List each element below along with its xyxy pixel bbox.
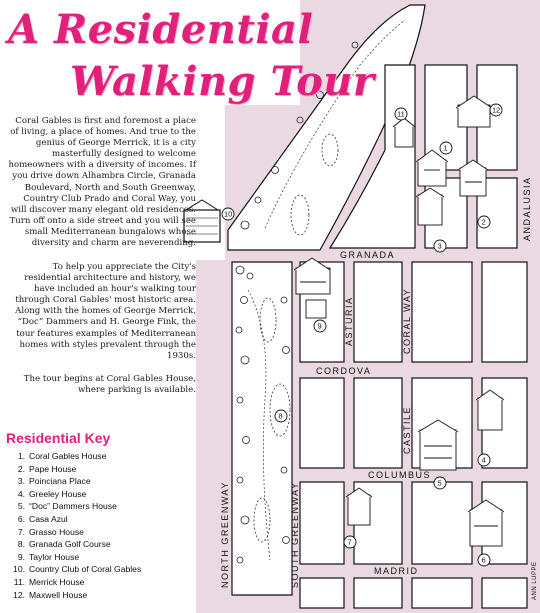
house-9b (306, 300, 326, 318)
street-asturia: ASTURIA (344, 296, 354, 346)
intro-paragraph-2: To help you appreciate the City's residential architecture and history, we have included an hour's walking tour through Coral Gables' most historic area. Along with the homes of George Merrick, “Doc” Dammers and H. George Fink, the tour features examples of Mediterranean homes with styles prevalent through the 1930s. (15, 262, 196, 361)
svg-text:8: 8 (278, 411, 283, 421)
key-item: 3. Poinciana Place (17, 476, 91, 487)
marker-12 (490, 104, 502, 116)
key-item: 12. Maxwell House (13, 589, 88, 600)
street-castile: CASTILE (402, 405, 412, 454)
street-coral-way: CORAL WAY (402, 287, 412, 354)
key-item: 4. Greeley House (17, 488, 87, 499)
residential-key-title: Residential Key (6, 430, 111, 446)
svg-text:5: 5 (437, 478, 442, 488)
marker-2 (478, 216, 490, 228)
svg-text:4: 4 (481, 455, 486, 465)
svg-text:11: 11 (397, 109, 405, 119)
svg-text:6: 6 (481, 555, 486, 565)
marker-8 (275, 410, 287, 422)
key-item: 8. Granada Golf Course (17, 539, 111, 550)
svg-text:12: 12 (492, 105, 501, 115)
street-columbus: COLUMBUS (368, 470, 432, 480)
marker-10 (222, 208, 234, 220)
marker-7 (344, 536, 356, 548)
key-item: 10. Country Club of Coral Gables (13, 564, 142, 575)
key-item: 11. Merrick House (13, 576, 85, 587)
street-granada: GRANADA (340, 250, 396, 260)
key-item: 5. “Doc” Dammers House (17, 501, 117, 512)
key-item: 6. Casa Azul (17, 513, 68, 524)
svg-text:2: 2 (481, 217, 486, 227)
intro-paragraph-3: The tour begins at Coral Gables House, where parking is available. (23, 374, 196, 396)
street-madrid: MADRID (374, 566, 419, 576)
residential-key-list (6, 450, 141, 601)
intro-paragraph-1: Coral Gables is first and foremost a place of living, a place of homes. And true to the genius of George Merrick, it is a city masterfully designed to welcome homeowners with a diversity of incomes. If you drive down Alhambra Circle, Granada Boulevard, North and South Greenway, Country Club Prado and Coral Way, you will discover many elegant old residences. Turn off onto a side street and you will see small Mediterranean bungalows whose diversity and charm are neverending. (8, 116, 196, 249)
svg-text:7: 7 (347, 537, 352, 547)
svg-text:1: 1 (443, 143, 448, 153)
street-andalusia: ANDALUSIA (522, 176, 532, 241)
artist-signature: ANN LUPPE (532, 561, 538, 600)
key-item: 1. Coral Gables House (17, 451, 107, 461)
marker-11 (395, 108, 407, 120)
marker-1 (440, 142, 452, 154)
svg-text:10: 10 (224, 209, 233, 219)
marker-6 (478, 554, 490, 566)
svg-text:9: 9 (317, 321, 322, 331)
key-item: 7. Grasso House (17, 526, 84, 537)
page-title-line-2: Walking Tour (70, 58, 375, 105)
street-cordova: CORDOVA (316, 366, 372, 376)
marker-9 (314, 320, 326, 332)
page-title-line-1: A Residential (8, 6, 314, 53)
marker-4 (478, 454, 490, 466)
svg-text:3: 3 (437, 241, 442, 251)
golf-course-south (232, 262, 292, 595)
marker-5 (434, 477, 446, 489)
street-south-greenway: SOUTH GREENWAY (290, 481, 300, 588)
key-item: 2. Pape House (17, 463, 77, 474)
marker-3 (434, 240, 446, 252)
key-item: 9. Taylor House (17, 551, 80, 562)
street-north-greenway: NORTH GREENWAY (220, 481, 230, 588)
